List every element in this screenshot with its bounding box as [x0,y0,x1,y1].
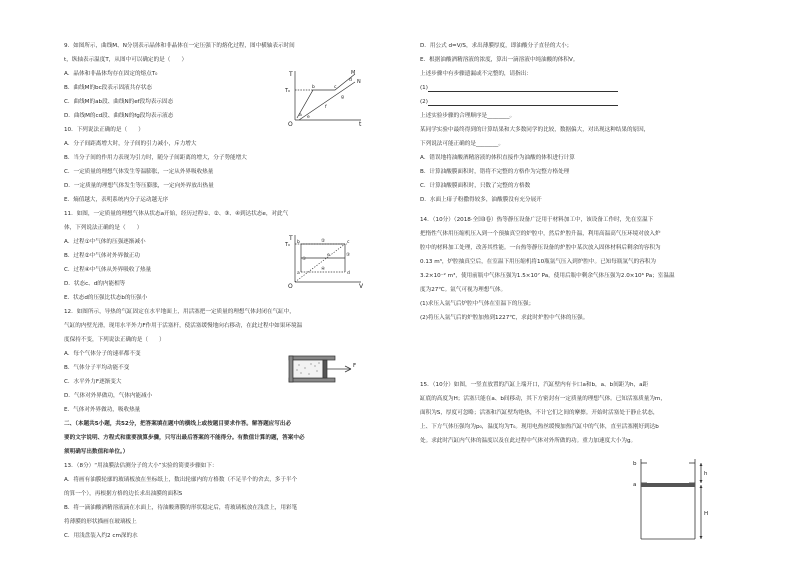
q13-stem: 13．（8分）“用油膜法估测分子的大小”实验的简要步骤如下： [64,463,218,469]
q14-stem: 14．（10分）（2018·全国Ⅰ卷）热等静压设备广泛用于材料加工中，该设备工作时，先在室温下 [420,217,654,223]
point-c: c [334,85,337,90]
q12-stem: 气缸的内壁光滑，现用水平外力F作用于活塞杆，使活塞缓慢地向右移动，在此过程中如果环境温 [64,323,303,329]
q14-part-2: (2)将压入氩气后的炉腔加热到1227℃，求此时炉腔中气体的压强。 [420,315,589,321]
curve-label-N: N [357,79,361,85]
q11-option: E．状态d的压强比状态b的压强小 [64,295,148,301]
right-column [400,0,794,562]
t0-label: T₀ [285,88,291,94]
mark-a: a [633,482,637,488]
q15-stem: 缸底的高度为H；活塞只能在a、b间移动，其下方密封有一定质量的理想气体。已知活塞质量为m， [420,396,666,402]
q11-option: C．过程④中气体从外界吸收了热量 [64,267,152,273]
q12-option: C．水平外力F逐渐变大 [64,379,122,385]
axis-label-T: T [289,71,293,78]
q13-question: 下列说法可能正确的是________。 [420,141,504,147]
q13-option: B．计算油酸膜面积时，错将不完整的方格作为完整方格处理 [420,169,570,175]
q11-option: A．过程①中气体的压强逐渐减小 [64,239,146,245]
q14-stem: 3.2×10⁻² m³，使用前瓶中气体压强为1.5×10⁷ Pa，使用后瓶中剩余气体压强为2.0×10⁶ Pa；室温温 [420,273,675,279]
q13-question: 上述步骤中有步骤遗漏或不完整的，请指出： [420,71,532,77]
q9-line: t，纵轴表示温度T，从图中可以确定的是（ ） [64,57,188,63]
process-1-label: ① [302,257,307,262]
q12-option: D．气体对外界做功，气体内能减小 [64,393,153,399]
origin-label: O [288,283,293,288]
q10-option: B．当分子间的作用力表现为引力时，随分子间距离的增大，分子势能增大 [64,155,247,161]
q9-option: B．曲线M的bc段表示固液共存状态 [64,85,153,91]
q10-stem: 10．下列说法正确的是（ ） [64,127,144,133]
axis-label-T: T [289,235,293,242]
point-b: b [297,240,300,245]
vertical-cylinder-figure [625,455,715,545]
q15-stem: 面积为S，厚度可忽略；活塞和汽缸壁均绝热，不计它们之间的摩擦。开始时活塞处于静止状态， [420,410,659,416]
tv-process-figure [285,232,365,288]
axis-label-t: t [359,121,362,126]
axis-label-V: V [359,283,364,288]
q10-option: D．一定质量的理想气体发生等压膨胀，一定向外界放出热量 [64,183,214,189]
q12-option: E．气体对外界做功，吸收热量 [64,407,141,413]
q13-answer-1 [420,85,618,92]
q12-option: B．气体分子平均动能不变 [64,365,130,371]
q13-step: 将薄膜的形状描画在玻璃板上 [64,519,137,525]
process-2-label: ② [321,239,326,244]
q11-stem: 体，下列说法正确的是（ ） [64,225,143,231]
q14-stem: 0.13 m³，炉腔抽真空后，在室温下用压缩机将10瓶氩气压入到炉腔中。已知每瓶氩气的容积为 [420,259,657,265]
piston-cylinder-figure [285,352,365,386]
section-2-instructions: 二、（本题共5小题，共52分，把答案填在题中的横线上或按题目要求作答。解答题应写出必 [64,421,292,427]
point-e: e [307,115,310,120]
answer-label: (1) [420,85,428,91]
q9-option: C．曲线M的ab段、曲线N的ef段均表示固态 [64,99,174,105]
height-h: h [704,471,708,477]
point-a: a [299,113,302,118]
q14-stem: 腔中的材料加工处理，改善其性能。一台热等静压设备的炉腔中某次放入固体材料后剩余的容积为 [420,245,661,251]
point-f: f [325,105,327,110]
q9-line: 9．如图所示，曲线M、N分别表示晶体和非晶体在一定压强下的熔化过程，图中横轴表示时间 [64,43,295,49]
q13-step: 的算一个），再根据方格的边长求出油膜的面积S [64,491,183,497]
q13-option: C．计算油酸膜面积时，只数了完整的方格数 [420,183,531,189]
q15-stem: 上、下方气体压强均为p₀，温度均为T₀。现用电热丝缓慢加热汽缸中的气体，直至活塞刚好到达b [420,424,659,430]
height-H: H [704,511,709,517]
q13-step: C．用浅盘装入约2 cm深的水 [64,533,138,539]
q10-option: E．熵值越大，表明系统内分子运动越无序 [64,197,169,203]
t0-label: T₀ [285,242,291,248]
point-c: c [347,240,350,245]
q12-option: A．每个气体分子的速率都不变 [64,351,141,357]
q13-option: D．水面上痱子粉撒得较多，油酸膜没有充分展开 [420,197,542,203]
answer-label: (2) [420,99,428,105]
point-a: a [297,271,300,276]
q11-option: B．过程②中气体对外界做正功 [64,253,140,259]
force-label-F: F [353,363,357,369]
point-d: d [349,78,352,83]
point-b: b [312,85,315,90]
q15-stem: 15．（10分）如图，一竖直放置的汽缸上端开口，汽缸壁内有卡口a和b，a、b间距为h，a距 [420,382,649,388]
answer-blank [428,100,618,106]
q15-stem: 处。求此时汽缸内气体的温度以及在此过程中气体对外所做的功。重力加速度大小为g。 [420,438,637,444]
q14-part-1: (1)求压入氩气后炉腔中气体在室温下的压强； [420,301,535,307]
melting-curve-figure [285,68,365,126]
q13-step: B．将一滴油酸酒精溶液滴在水面上，待油酸薄膜的形状稳定后，将玻璃板放在浅盘上，用彩笔 [64,505,298,511]
process-3-label: ③ [346,253,351,258]
q13-option: A．错误地将油酸酒精溶液的体积直接作为油酸的体积进行计算 [420,155,575,161]
point-d: d [347,271,350,276]
mark-b: b [633,461,637,467]
curve-label-M: M [351,70,356,76]
q10-option: A．分子间距离增大时，分子间的引力减小，斥力增大 [64,141,197,147]
q14-stem: 度为27℃。氩气可视为理想气体。 [420,287,507,293]
section-2-instructions: 须明确写出数值和单位。） [64,449,129,455]
q12-stem: 度保持不变，下列说法正确的是（ ） [64,337,165,343]
section-2-instructions: 要的文字说明、方程式和重要演算步骤，只写出最后答案的不能得分。有数值计算的题，答案中必 [64,435,305,441]
q13-step: E．根据油酸酒精溶液的浓度，算出一滴溶液中纯油酸的体积V。 [420,57,579,63]
q9-option: D．曲线M的cd段、曲线N的fg段均表示液态 [64,113,174,119]
q11-stem: 11．如图，一定质量的理想气体从状态a开始，经历过程①、②、③、④到达状态e，对此气 [64,211,289,217]
q13-step: A．将画有油膜轮廓的玻璃板放在坐标纸上，数出轮廓内的方格数（不足半个的舍去，多于半个 [64,477,298,483]
point-e: e [327,253,330,258]
q13-question: 某同学实验中最终得到的计算结果和大多数同学的比较，数据偏大，对出现这种结果的原因， [420,127,650,133]
origin-label: O [288,121,293,126]
q12-stem: 12．如图所示，导热的气缸固定在水平地面上，用活塞把一定质量的理想气体封闭在气缸中， [64,309,295,315]
q9-option: A．晶体和非晶体均存在固定的熔点T₀ [64,71,158,77]
process-4-label: ④ [321,267,326,272]
point-g: g [341,95,344,100]
q13-answer-2 [420,99,618,106]
answer-blank [428,86,618,92]
q13-step: D．用公式 d=V/S，求出薄膜厚度，即油酸分子直径的大小； [420,43,573,49]
q13-question: 上述实验步骤的合理顺序是________。 [420,113,516,119]
q10-option: C．一定质量的理想气体发生等温膨胀，一定从外界吸收热量 [64,169,214,175]
q11-option: D．状态c、d的内能相等 [64,281,126,287]
q14-stem: 把惰性气体用压缩机压入到一个预抽真空的炉腔中，然后炉腔升温，利用高温高气压环境对放入炉 [420,231,661,237]
